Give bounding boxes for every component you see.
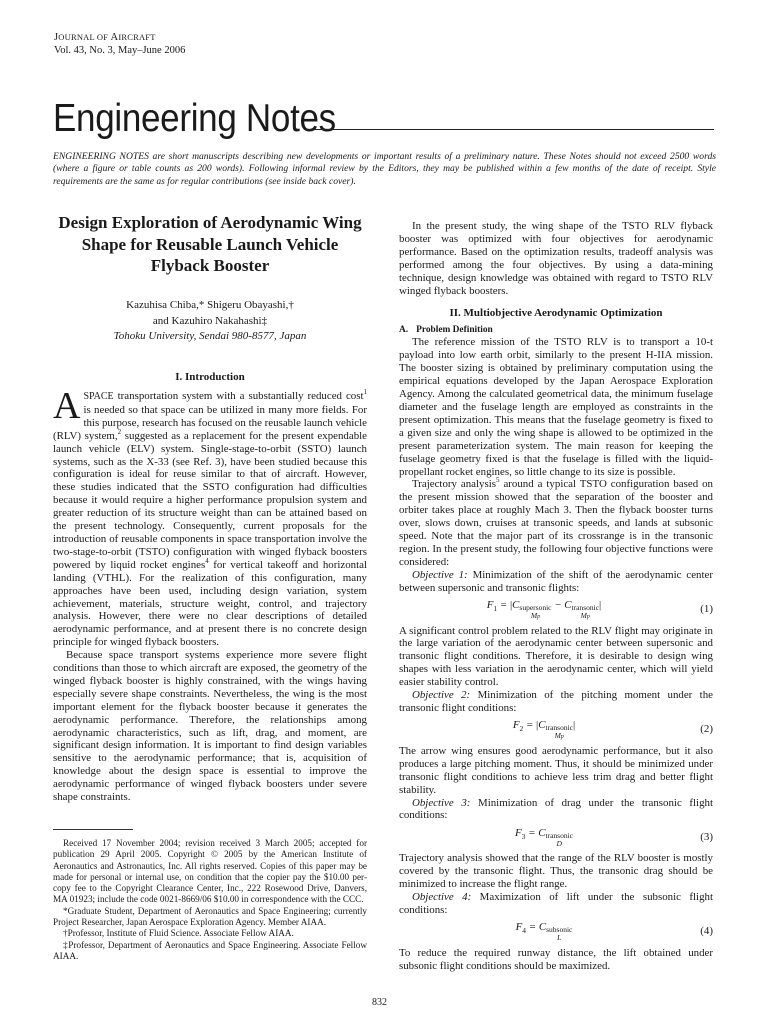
objective-1: Objective 1: Minimization of the shift of the aerodynamic center between supersonic and transonic flights: — [399, 568, 713, 594]
reference-mission-paragraph: The reference mission of the TSTO RLV is to transport a 10-t payload into low earth orbit, similarly to the present H-IIA mission. The booster sizing is obtained by preliminary computation using the empirical equations developed by the Japan Aerospace Exploration Agency. Among the calculated geometrical data, the minimum fuselage diameter and the fuselage length are employed as constraints in the present optimization. This means that the fuselage geometry is fixed to a given size and only the wing shape is allowed to be optimized in the present parameterization system. The main reason for keeping the fuselage geometry fixed is that the fuselage is filled with the liquid-propellant rocket engines, so little change to its size is possible. — [399, 336, 713, 478]
journal-header — [54, 31, 185, 57]
equation-4-number: (4) — [700, 925, 713, 938]
intro-paragraph-2: Because space transport systems experience more severe flight conditions than those to which aircraft are exposed, the geometry of the winged flyback booster is highly constrained, with the wings having especially severe shape constraints. Nevertheless, the wing is the most important element for the flyback booster because it generates the aerodynamic performance. Therefore, the relationships among aerodynamic characteristics, such as lift, drag, and moment, are significant design information. It is important to find design variables sensitive to the aerodynamic performance; that is, acquisition of knowledge about the design space is essential to improve the aerodynamic performance of winged flyback boosters under severe shape constraints. — [53, 649, 367, 804]
section-title: Engineering Notes — [53, 96, 336, 140]
title-rule — [305, 129, 714, 130]
objective-3: Objective 3: Minimization of drag under the transonic flight conditions: — [399, 796, 713, 822]
section-2-heading: II. Multiobjective Aerodynamic Optimization — [449, 307, 663, 320]
right-column — [399, 220, 713, 973]
footnote-received: Received 17 November 2004; revision received 3 March 2005; accepted for publication 29 April 2005. Copyright © 2005 by the American Institute of Aeronautics and Astronautics, Inc. All rights reserved. Copies of this paper may be made for personal or internal use, on condition that the copier pay the $10.00 per-copy fee to the Copyright Clearance Center, Inc., 222 Rosewood Drive, Danvers, MA 01923; include the code 0021-8669/06 $10.00 in correspondence with the CCC. — [53, 838, 367, 905]
authors-line-2: and Kazuhiro Nakahashi‡ — [152, 314, 268, 327]
equation-3: $F_3 = C$ transonic D (3) — [515, 826, 713, 848]
trajectory-paragraph: Trajectory analysis$^5$ around a typical TSTO configuration based on the present mission showed that the separation of the booster and orbiter takes place at roughly Mach 3. Then the flyback booster turns over, slows down, cruises at transonic speeds, and lands at subsonic speed. Note that the major part of its crossrange is in the transonic region. In the present study, the following four objective functions were considered: — [399, 476, 713, 568]
ref-1: 1 — [363, 388, 367, 396]
equation-2-number: (2) — [700, 723, 713, 736]
ref-4: 4 — [205, 556, 209, 565]
footnote-author-1: *Graduate Student, Department of Aeronautics and Space Engineering; currently Project Researcher, Japan Aerospace Exploration Agency. Member AIAA. — [53, 905, 367, 928]
journal-name: JOURNAL OF AIRCRAFT — [54, 32, 156, 43]
affiliation: Tohoku University, Sendai 980-8577, Japan — [113, 330, 307, 342]
after-objective-3: Trajectory analysis showed that the range of the RLV booster is mostly covered by the transonic flight. Thus, the transonic drag should be minimized to increase the flight range. — [399, 852, 713, 891]
footnote-author-2: †Professor, Institute of Fluid Science. Associate Fellow AIAA. — [63, 928, 294, 939]
after-objective-1: A significant control problem related to the RLV flight may originate in the large variation of the aerodynamic center between supersonic and transonic flight conditions. Therefore, it is desirable to design wing shapes with less variation in the aerodynamic center, which will yield easier stability control. — [399, 624, 713, 689]
equation-4: $F_4 = C$ subsonic L (4) — [515, 921, 713, 943]
after-objective-2: The arrow wing ensures good aerodynamic performance, but it also produces a large pitching moment. Thus, it should be minimized under transonic flight conditions to achieve less trim drag and better flight stability. — [399, 744, 713, 796]
equation-3-number: (3) — [700, 830, 713, 843]
page-number: 832 — [372, 997, 387, 1008]
paper-title: Design Exploration of Aerodynamic Wing Shape for Reusable Launch Vehicle Flyback Booster — [58, 213, 362, 275]
ref-2: 2 — [117, 427, 122, 436]
authors-line-1: Kazuhisa Chiba,* Shigeru Obayashi,† — [126, 299, 294, 311]
footnotes — [53, 838, 367, 962]
present-study-paragraph: In the present study, the wing shape of the TSTO RLV flyback booster was optimized with four objectives for aerodynamic performance. Based on the optimization results, tradeoff analysis was performed among the four objectives. By using a data-mining technique, design knowledge was obtained with regard to TSTO RLV winged flyback boosters. — [399, 220, 713, 297]
footnote-rule — [53, 829, 133, 830]
authors — [53, 298, 367, 345]
ref-5: 5 — [496, 476, 500, 485]
equation-1: $F_1 = |C$ supersonic Mp − C transonic Mp | (1) — [486, 598, 713, 620]
equation-2: $F_2 = |C$ transonic Mp | (2) — [512, 718, 713, 740]
dropcap: A — [53, 385, 81, 427]
intro-section — [53, 370, 367, 804]
journal-volume: Vol. 43, No. 3, May–June 2006 — [54, 45, 186, 56]
section-note: ENGINEERING NOTES are short manuscripts describing new developments or important results of a preliminary nature. These Notes should not exceed 2500 words (where a figure or table counts as 200 words). Following informal review by the Editors, they may be published within a few months of the date of receipt. Style requirements are the same as for regular contributions (see inside back cover). — [53, 151, 716, 187]
objective-2: Objective 2: Minimization of the pitching moment under the transonic flight conditions: — [399, 689, 713, 714]
subsection-a-heading: A. Problem Definition — [399, 325, 493, 336]
footnote-author-3: ‡Professor, Department of Aeronautics and Space Engineering. Associate Fellow AIAA. — [53, 939, 367, 961]
equation-1-number: (1) — [700, 603, 713, 616]
objective-4: Objective 4: Maximization of lift under the subsonic flight conditions: — [399, 891, 713, 916]
intro-paragraph-1: ASPACE transportation system with a substantially reduced cost$^1$ is needed so that space can be utilized in many more fields. For this purpose, research has focused on the reusable launch vehicle (RLV) system,$^2$ suggested as a replacement for the present expendable launch vehicle (ELV) system. Single-stage-to-orbit (SSTO) launch systems, such as the X-33 (see Ref. 3), have been studied because this configuration is ideal for reuse similar to that of aircraft. However, these studies indicated that the SSTO configuration had difficulties because it would require a higher performance propulsion system and greater reduction of its structure weight than can be attained based on the present technology. Consequently, current proposals for the introduction of reusable components in space transportation involve the two-stage-to-orbit (TSTO) configuration with winged flyback boosters powered by liquid rocket engines$^4$ for vertical takeoff and horizontal landing (VTHL). For the realization of this configuration, many approaches have been used, including design variation, system achievement, materials, structure weight, control, and trajectory analysis. However, there were no clear descriptions of detailed aerodynamic performance, and at present there is no concrete design principle for winged flyback boosters. — [53, 385, 368, 649]
intro-heading: I. Introduction — [175, 371, 245, 383]
after-objective-4: To reduce the required runway distance, the lift obtained under subsonic flight conditions should be maximized. — [399, 946, 713, 972]
